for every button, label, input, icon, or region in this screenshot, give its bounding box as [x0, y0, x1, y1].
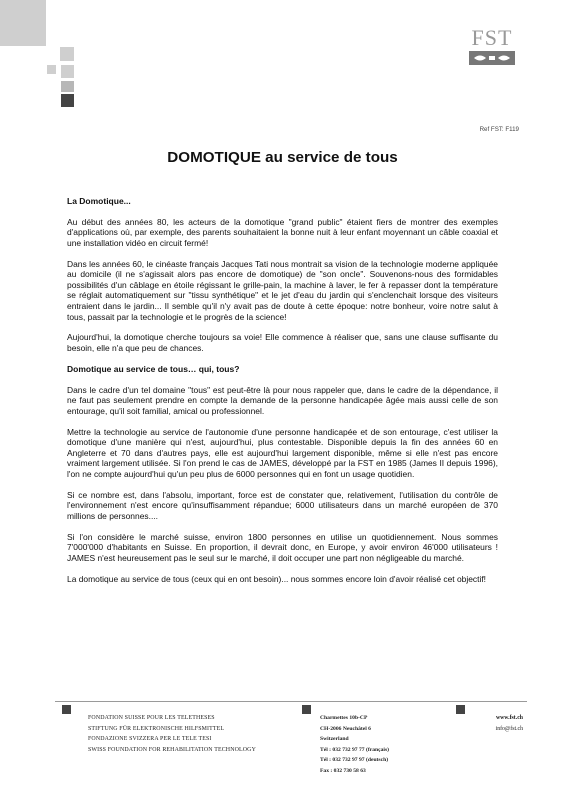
- foundation-name: SWISS FOUNDATION FOR REHABILITATION TECHNOLOGY: [88, 746, 256, 753]
- footer-address: [320, 713, 389, 777]
- fst-logo: [466, 27, 518, 65]
- footer-contact: [496, 713, 523, 734]
- footer-divider: [55, 701, 527, 702]
- website-link[interactable]: www.fst.ch: [495, 715, 523, 721]
- paragraph: Si l'on considère le marché suisse, environ 1800 personnes en utilise un quotidiennement. Nous sommes 7'000'000 d'habitants en Suisse. En proportion, il devrait donc, en Europe, y avoir environ 46'000 utilisateurs ! JAMES n'est heureusement pas le seul sur le marché, il doit occuper une part non négligeable du marché.: [67, 531, 498, 563]
- foundation-name: FONDAZIONE SVIZZERA PER LE TELE TESI: [88, 736, 212, 743]
- footer-square: [456, 705, 465, 714]
- paragraph: Mettre la technologie au service de l'autonomie d'une personne handicapée et de son entourage, c'est utiliser la domotique d'une manière qui n'est, aujourd'hui, plus contestable. Disponible depuis la fin des années 60 en Angleterre et 70 dans d'autres pays, elle est aujourd'hui largement disponible, même si elle n'est pas encore vraiment largement utilisée. Si l'on prend le cas de JAMES, développé par la FST en 1985 (James II depuis 1996), l'on ne compte aujourd'hui qu'un peu plus de 6000 personnes qui en font un usage quotidien.: [67, 426, 498, 479]
- decorative-square: [60, 47, 74, 61]
- paragraph: Dans les années 60, le cinéaste français Jacques Tati nous montrait sa vision de la technologie moderne appliquée au domicile (il ne s'agissait alors pas encore de domotique) de "son oncle". Souvenons-nous des formidables possibilités d'un câblage en étoile régissant le grille-pain, la machine à laver, le fer à repasser dont la température se réglait automatiquement sur "tissu synthétique" et le jet d'eau du jardin qui s'enclenchait lorsque des visiteurs entraient dans le jardin... Il semble qu'il n'y avait pas de doute à cette époque: notre bonheur, voire notre salut à tous, passait par la technologie et le progrès de la science!: [67, 258, 498, 322]
- paragraph: Si ce nombre est, dans l'absolu, important, force est de constater que, relativement, l'utilisation du contrôle de l'environnement n'est encore qu'insuffisamment répandue; 6000 utilisateurs dans un marché européen de 370 millions de personnes....: [67, 489, 498, 521]
- decorative-square: [0, 0, 46, 46]
- address-line: Tél : 032 732 97 97 (deutsch): [320, 757, 389, 764]
- decorative-square: [61, 65, 74, 78]
- footer-square: [302, 705, 311, 714]
- footer-square: [62, 705, 71, 714]
- page-title: DOMOTIQUE au service de tous: [167, 149, 398, 166]
- logo-mark-icon: [469, 51, 515, 65]
- footer-foundation-names: [88, 713, 256, 755]
- reference-number: Ref FST: F119: [479, 126, 519, 133]
- email-link[interactable]: info@fst.ch: [495, 725, 523, 732]
- foundation-name: FONDATION SUISSE POUR LES TELETHESES: [88, 715, 215, 721]
- document-body: [67, 196, 498, 595]
- address-line: Charmettes 10b-CP: [320, 715, 368, 721]
- address-line: Switzerland: [320, 736, 349, 743]
- address-line: Tél : 032 732 97 77 (français): [320, 746, 389, 753]
- section-heading: La Domotique...: [67, 196, 131, 206]
- paragraph: Aujourd'hui, la domotique cherche toujours sa voie! Elle commence à réaliser que, sans une clause suffisante du besoin, elle n'a que peu de chances.: [67, 332, 498, 353]
- paragraph: Dans le cadre d'un tel domaine "tous" est peut-être là pour nous rappeler que, dans le cadre de la dépendance, il ne faut pas seulement prendre en compte la demande de la personne handicapée âgée mais aussi celle de son entourage, qu'il soit familial, amical ou professionnel.: [67, 384, 498, 416]
- decorative-square: [61, 81, 74, 92]
- address-line: Fax : 032 730 58 63: [320, 767, 366, 774]
- address-line: CH-2006 Neuchâtel 6: [320, 725, 371, 732]
- section-heading: Domotique au service de tous… qui, tous?: [67, 363, 240, 374]
- decorative-square: [61, 94, 74, 107]
- paragraph: Au début des années 80, les acteurs de la domotique "grand public" étaient fiers de montrer des exemples d'applications où, par exemple, des parents souhaitaient la bonne nuit à leur enfant moyennant un câble coaxial et une installation vidéo en circuit fermé!: [67, 216, 498, 248]
- decorative-square: [47, 65, 56, 74]
- logo-text: FST: [471, 25, 513, 50]
- foundation-name: STIFTUNG FÜR ELEKTRONISCHE HILFSMITTEL: [88, 725, 225, 732]
- paragraph: La domotique au service de tous (ceux qui en ont besoin)... nous sommes encore loin d'avoir réalisé cet objectif!: [67, 573, 487, 584]
